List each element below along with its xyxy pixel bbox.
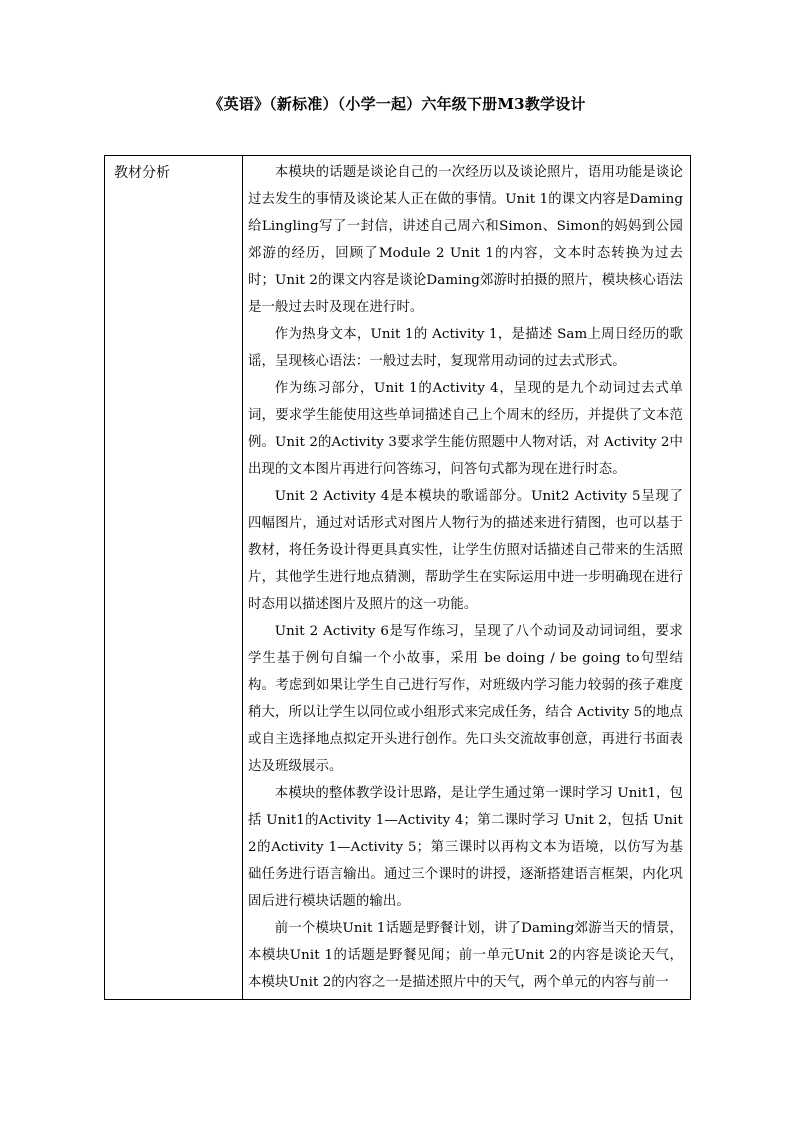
table-row xyxy=(105,156,691,1000)
paragraph: 本模块的话题是谈论自己的一次经历以及谈论照片，语用功能是谈论过去发生的事情及谈论某人正在做的事情。Unit 1的课文内容是Daming给Lingling写了一封信，讲述自己周六和Simon、Simon的妈妈到公园郊游的经历，回顾了Module 2 Unit 1的内容，文本时态转换为过去时；Unit 2的课文内容是谈论Daming郊游时拍摄的照片，模块核心语法是一般过去时及现在进行时。 xyxy=(248,165,683,315)
content-body xyxy=(243,156,690,996)
content-cell xyxy=(243,156,691,1000)
row-label: 教材分析 xyxy=(114,165,170,181)
lesson-analysis-table xyxy=(104,155,691,1000)
paragraph: 作为热身文本，Unit 1的 Activity 1，是描述 Sam上周日经历的歌谣，呈现核心语法：一般过去时，复现常用动词的过去式形式。 xyxy=(248,327,683,369)
paragraph: Unit 2 Activity 4是本模块的歌谣部分。Unit2 Activity 5呈现了四幅图片，通过对话形式对图片人物行为的描述来进行猜图，也可以基于教材，将任务设计得更具真实性，让学生仿照对话描述自己带来的生活照片，其他学生进行地点猜测，帮助学生在实际运用中进一步明确现在进行时态用以描述图片及照片的这一功能。 xyxy=(248,489,683,612)
label-cell xyxy=(105,156,243,1000)
paragraph: 本模块的整体教学设计思路，是让学生通过第一课时学习 Unit1，包括 Unit1的Activity 1—Activity 4；第二课时学习 Unit 2，包括 Unit 2的Activity 1—Activity 5；第三课时以再构文本为语境，以仿写为基础任务进行语言输出。通过三个课时的讲授，逐渐搭建语言框架，内化巩固后进行模块话题的输出。 xyxy=(248,786,683,909)
document-title: 《英语》（新标准）（小学一起）六年级下册M3教学设计 xyxy=(208,95,586,113)
paragraph: Unit 2 Activity 6是写作练习，呈现了八个动词及动词词组，要求学生基于例句自编一个小故事，采用 be doing / be going to句型结构。考虑到如果让学生自己进行写作，对班级内学习能力较弱的孩子难度稍大，所以让学生以同位或小组形式来完成任务，结合 Activity 5的地点或自主选择地点拟定开头进行创作。先口头交流故事创意，再进行书面表达及班级展示。 xyxy=(248,624,683,774)
paragraph: 前一个模块Unit 1话题是野餐计划，讲了Daming郊游当天的情景，本模块Unit 1的话题是野餐见闻；前一单元Unit 2的内容是谈论天气，本模块Unit 2的内容之一是描述照片中的天气，两个单元的内容与前一 xyxy=(248,921,683,990)
paragraph: 作为练习部分，Unit 1的Activity 4，呈现的是九个动词过去式单词，要求学生能使用这些单词描述自己上个周末的经历，并提供了文本范例。Unit 2的Activity 3要求学生能仿照题中人物对话，对 Activity 2中出现的文本图片再进行问答练习，问答句式都为现在进行时态。 xyxy=(248,381,683,477)
